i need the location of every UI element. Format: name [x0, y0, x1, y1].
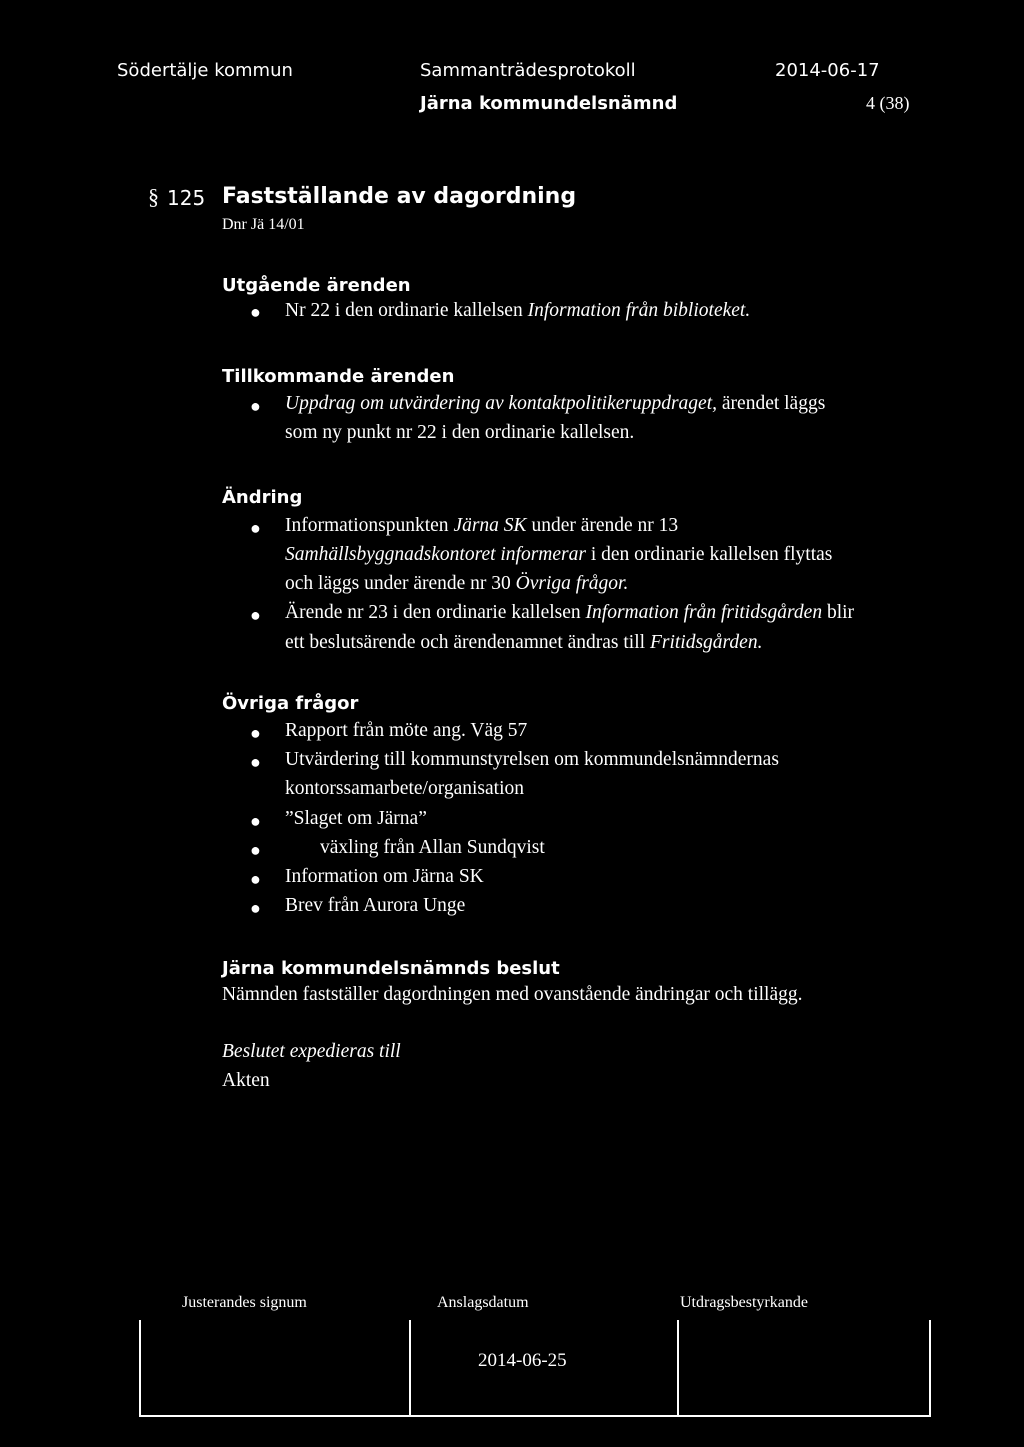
change-italic: Järna SK [453, 515, 527, 536]
footer-table-divider [409, 1320, 411, 1417]
added-heading: Tillkommande ärenden [222, 366, 455, 387]
bullet-icon: ● [250, 723, 261, 743]
section-dnr: Dnr Jä 14/01 [222, 216, 305, 233]
section-title: Fastställande av dagordning [222, 184, 577, 209]
outgoing-item-italic: Information från biblioteket. [527, 300, 751, 321]
other-item: kontorssamarbete/organisation [285, 778, 524, 799]
added-item-line2: som ny punkt nr 22 i den ordinarie kallelsen. [285, 422, 635, 443]
header-page: 4 (38) [866, 93, 910, 113]
change-text: ett beslutsärende och ärendenamnet ändras till [285, 632, 650, 653]
other-item: Brev från Aurora Unge [285, 895, 466, 916]
section-symbol: § [148, 184, 159, 209]
change-text: och läggs under ärende nr 30 [285, 573, 516, 594]
bullet-icon: ● [250, 302, 261, 322]
added-item-line1 [285, 393, 825, 415]
change-text: Ärende nr 23 i den ordinarie kallelsen [285, 602, 586, 623]
footer-col-certified: Utdragsbestyrkande [680, 1294, 808, 1311]
change-item1-line1 [285, 515, 678, 537]
change-item2-line1 [285, 602, 854, 624]
other-item: växling från Allan Sundqvist [320, 837, 545, 858]
other-heading: Övriga frågor [222, 693, 359, 714]
footer-col-posted: Anslagsdatum [437, 1294, 529, 1311]
dispatch-recipient: Akten [222, 1070, 270, 1091]
bullet-icon: ● [250, 840, 261, 860]
change-text: i den ordinarie kallelsen flyttas [585, 544, 833, 565]
footer-posted-date: 2014-06-25 [478, 1350, 567, 1371]
footer-table-bottom-border [139, 1415, 931, 1417]
bullet-icon: ● [250, 605, 261, 625]
decision-heading: Järna kommundelsnämnds beslut [222, 958, 560, 979]
footer-col-signature: Justerandes signum [182, 1294, 307, 1311]
change-text: under ärende nr 13 [526, 515, 679, 536]
other-item: Rapport från möte ang. Väg 57 [285, 720, 528, 741]
footer-table-left-border [139, 1320, 141, 1417]
footer-table-divider [677, 1320, 679, 1417]
outgoing-heading: Utgående ärenden [222, 275, 411, 296]
other-item: ”Slaget om Järna” [285, 808, 427, 829]
bullet-icon: ● [250, 518, 261, 538]
decision-text: Nämnden fastställer dagordningen med ovanstående ändringar och tillägg. [222, 984, 803, 1005]
section-number: 125 [167, 186, 206, 210]
change-text: blir [822, 602, 855, 623]
bullet-icon: ● [250, 869, 261, 889]
change-text: Informationspunkten [285, 515, 454, 536]
footer-table-right-border [929, 1320, 931, 1417]
added-item-rest: ärendet läggs [717, 393, 826, 414]
dispatch-heading: Beslutet expedieras till [222, 1041, 401, 1062]
bullet-icon: ● [250, 752, 261, 772]
bullet-icon: ● [250, 898, 261, 918]
header-date: 2014-06-17 [775, 60, 880, 81]
other-item: Utvärdering till kommunstyrelsen om kommundelsnämndernas [285, 749, 779, 770]
change-heading: Ändring [222, 487, 303, 508]
change-italic: Information från fritidsgården [585, 602, 823, 623]
header-doc-type: Sammanträdesprotokoll [420, 60, 636, 81]
change-italic: Samhällsbyggnadskontoret informerar [285, 544, 586, 565]
outgoing-item [285, 300, 750, 322]
change-italic: Fritidsgården. [649, 632, 763, 653]
header-board: Järna kommundelsnämnd [420, 93, 678, 114]
change-item1-line2 [285, 544, 832, 566]
added-item-italic: Uppdrag om utvärdering av kontaktpolitikeruppdraget, [285, 393, 718, 414]
other-item: Information om Järna SK [285, 866, 484, 887]
bullet-icon: ● [250, 811, 261, 831]
change-item2-line2 [285, 632, 762, 654]
outgoing-item-text: Nr 22 i den ordinarie kallelsen [285, 300, 528, 321]
change-italic: Övriga frågor. [515, 573, 629, 594]
bullet-icon: ● [250, 396, 261, 416]
header-municipality: Södertälje kommun [117, 60, 293, 81]
change-item1-line3 [285, 573, 628, 595]
